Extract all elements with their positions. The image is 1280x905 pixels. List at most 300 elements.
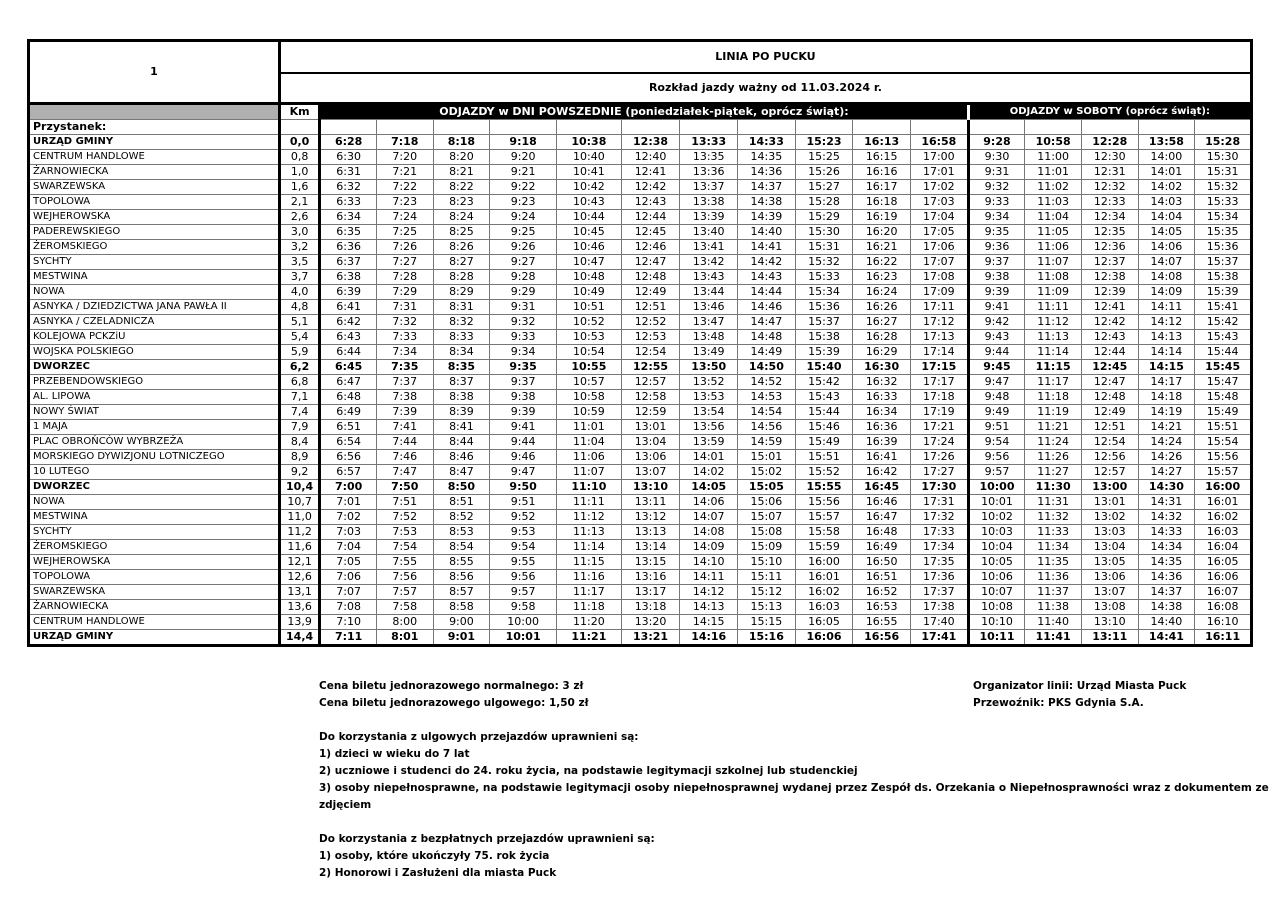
weekday-departure-time: 14:49: [738, 345, 796, 360]
km-value: 5,1: [279, 315, 319, 330]
saturday-departure-time: 14:00: [1138, 150, 1195, 165]
saturday-departure-time: 10:02: [968, 510, 1025, 525]
weekday-departure-time: 7:38: [376, 390, 433, 405]
weekday-departure-time: 10:44: [556, 210, 621, 225]
weekday-departure-time: 15:06: [738, 495, 796, 510]
km-value: 10,4: [279, 480, 319, 495]
weekday-departure-time: 16:20: [853, 225, 911, 240]
saturday-departure-time: 15:43: [1195, 330, 1252, 345]
timetable-row: [29, 240, 1252, 255]
saturday-departure-time: 14:35: [1138, 555, 1195, 570]
stop-name: CENTRUM HANDLOWE: [29, 615, 280, 630]
empty-cell: [853, 120, 911, 135]
stop-name: DWORZEC: [29, 360, 280, 375]
timetable-row: [29, 420, 1252, 435]
weekday-departure-time: 6:39: [320, 285, 377, 300]
free-item: 1) osoby, które ukończyły 75. rok życia: [319, 850, 550, 862]
weekday-departure-time: 17:13: [911, 330, 969, 345]
saturday-departure-time: 14:26: [1138, 450, 1195, 465]
saturday-departure-time: 15:48: [1195, 390, 1252, 405]
saturday-departure-time: 11:37: [1025, 585, 1082, 600]
saturday-departure-time: 10:06: [968, 570, 1025, 585]
saturday-departure-time: 11:07: [1025, 255, 1082, 270]
stop-name: ŻEROMSKIEGO: [29, 240, 280, 255]
weekday-departure-time: 14:54: [738, 405, 796, 420]
weekday-departure-time: 17:06: [911, 240, 969, 255]
weekday-departure-time: 16:53: [853, 600, 911, 615]
weekday-departure-time: 15:46: [795, 420, 853, 435]
weekday-departure-time: 10:42: [556, 180, 621, 195]
km-value: 8,9: [279, 450, 319, 465]
saturday-departure-time: 11:11: [1025, 300, 1082, 315]
weekday-departure-time: 7:41: [376, 420, 433, 435]
weekday-departure-time: 14:40: [738, 225, 796, 240]
weekday-departure-time: 7:32: [376, 315, 433, 330]
saturday-departure-time: 9:28: [968, 135, 1025, 150]
organizer-info: [973, 678, 1186, 712]
weekday-departure-time: 13:42: [680, 255, 738, 270]
weekday-departure-time: 7:31: [376, 300, 433, 315]
weekday-departure-time: 11:14: [556, 540, 621, 555]
empty-cell: [621, 120, 680, 135]
weekday-departure-time: 6:32: [320, 180, 377, 195]
weekday-departure-time: 16:01: [795, 570, 853, 585]
weekday-departure-time: 15:31: [795, 240, 853, 255]
saturday-departure-time: 16:01: [1195, 495, 1252, 510]
timetable-row: [29, 150, 1252, 165]
weekday-departure-time: 11:17: [556, 585, 621, 600]
weekday-departure-time: 15:58: [795, 525, 853, 540]
weekday-departure-time: 15:59: [795, 540, 853, 555]
weekday-departure-time: 9:21: [490, 165, 557, 180]
stop-name: CENTRUM HANDLOWE: [29, 150, 280, 165]
weekday-departure-time: 16:00: [795, 555, 853, 570]
weekday-departure-time: 17:18: [911, 390, 969, 405]
weekday-departure-time: 15:51: [795, 450, 853, 465]
weekday-departure-time: 7:25: [376, 225, 433, 240]
stop-name: MESTWINA: [29, 270, 280, 285]
weekday-departure-time: 16:56: [853, 630, 911, 646]
saturday-departure-time: 9:42: [968, 315, 1025, 330]
weekday-departure-time: 11:20: [556, 615, 621, 630]
weekday-departure-time: 12:54: [621, 345, 680, 360]
weekday-departure-time: 14:44: [738, 285, 796, 300]
weekday-departure-time: 15:27: [795, 180, 853, 195]
weekday-departure-time: 17:11: [911, 300, 969, 315]
weekday-departure-time: 8:01: [376, 630, 433, 646]
saturday-departure-time: 10:00: [968, 480, 1025, 495]
timetable-row: [29, 225, 1252, 240]
weekday-departure-time: 12:44: [621, 210, 680, 225]
weekday-departure-time: 14:35: [738, 150, 796, 165]
weekday-departure-time: 10:59: [556, 405, 621, 420]
weekday-departure-time: 13:04: [621, 435, 680, 450]
weekday-departure-time: 13:15: [621, 555, 680, 570]
saturday-departure-time: 9:56: [968, 450, 1025, 465]
saturday-departure-time: 16:03: [1195, 525, 1252, 540]
saturday-departure-time: 13:03: [1081, 525, 1138, 540]
saturday-departure-time: 11:14: [1025, 345, 1082, 360]
weekday-departure-time: 14:05: [680, 480, 738, 495]
weekday-departure-time: 13:50: [680, 360, 738, 375]
saturday-departure-time: 11:09: [1025, 285, 1082, 300]
weekday-departure-time: 7:20: [376, 150, 433, 165]
weekday-departure-time: 16:36: [853, 420, 911, 435]
saturday-departure-time: 10:03: [968, 525, 1025, 540]
weekday-departure-time: 17:34: [911, 540, 969, 555]
saturday-departure-time: 12:38: [1081, 270, 1138, 285]
timetable: [27, 39, 1253, 647]
saturday-departure-time: 10:08: [968, 600, 1025, 615]
weekday-departure-time: 13:18: [621, 600, 680, 615]
weekday-departure-time: 9:50: [490, 480, 557, 495]
weekday-departure-time: 16:50: [853, 555, 911, 570]
weekday-departure-time: 14:02: [680, 465, 738, 480]
weekday-departure-time: 16:46: [853, 495, 911, 510]
saturday-departure-time: 15:49: [1195, 405, 1252, 420]
weekday-departure-time: 15:23: [795, 135, 853, 150]
weekday-departure-time: 9:18: [490, 135, 557, 150]
weekday-departure-time: 8:27: [433, 255, 490, 270]
empty-cell: [1138, 120, 1195, 135]
empty-cell: [320, 120, 377, 135]
km-value: 6,2: [279, 360, 319, 375]
timetable-row: [29, 615, 1252, 630]
weekday-departure-time: 14:10: [680, 555, 738, 570]
saturday-departure-time: 13:11: [1081, 630, 1138, 646]
weekday-departure-time: 15:16: [738, 630, 796, 646]
weekday-departure-time: 6:38: [320, 270, 377, 285]
weekday-departure-time: 15:38: [795, 330, 853, 345]
weekday-departure-time: 6:37: [320, 255, 377, 270]
empty-cell: [490, 120, 557, 135]
timetable-row: [29, 510, 1252, 525]
weekday-departure-time: 7:26: [376, 240, 433, 255]
weekday-departure-time: 8:26: [433, 240, 490, 255]
saturday-departure-time: 11:17: [1025, 375, 1082, 390]
weekday-departure-time: 10:00: [490, 615, 557, 630]
weekday-departure-time: 14:11: [680, 570, 738, 585]
saturday-departure-time: 9:45: [968, 360, 1025, 375]
km-value: 5,9: [279, 345, 319, 360]
saturday-departure-time: 11:33: [1025, 525, 1082, 540]
weekday-departure-time: 17:04: [911, 210, 969, 225]
saturday-departure-time: 14:12: [1138, 315, 1195, 330]
weekday-departure-time: 13:35: [680, 150, 738, 165]
weekday-departure-time: 8:38: [433, 390, 490, 405]
weekday-departure-time: 8:56: [433, 570, 490, 585]
stop-name: KOLEJOWA PCKZiU: [29, 330, 280, 345]
weekday-departure-time: 7:27: [376, 255, 433, 270]
saturday-departure-time: 14:04: [1138, 210, 1195, 225]
weekday-departure-time: 13:39: [680, 210, 738, 225]
saturday-departure-time: 16:08: [1195, 600, 1252, 615]
weekday-departure-time: 9:29: [490, 285, 557, 300]
saturday-departures-header: ODJAZDY w SOBOTY (oprócz świąt):: [968, 104, 1251, 120]
saturday-departure-time: 10:07: [968, 585, 1025, 600]
weekday-departure-time: 8:34: [433, 345, 490, 360]
weekday-departure-time: 17:27: [911, 465, 969, 480]
weekday-departure-time: 9:38: [490, 390, 557, 405]
weekday-departure-time: 12:57: [621, 375, 680, 390]
weekday-departure-time: 14:36: [738, 165, 796, 180]
weekday-departure-time: 16:33: [853, 390, 911, 405]
weekday-departure-time: 7:08: [320, 600, 377, 615]
weekday-departure-time: 10:55: [556, 360, 621, 375]
weekday-departure-time: 8:57: [433, 585, 490, 600]
stop-name: SWARZEWSKA: [29, 180, 280, 195]
saturday-departure-time: 11:01: [1025, 165, 1082, 180]
weekday-departure-time: 6:56: [320, 450, 377, 465]
km-value: 11,2: [279, 525, 319, 540]
weekday-departure-time: 15:10: [738, 555, 796, 570]
km-value: 12,6: [279, 570, 319, 585]
stop-name: DWORZEC: [29, 480, 280, 495]
saturday-departure-time: 9:37: [968, 255, 1025, 270]
saturday-departure-time: 12:30: [1081, 150, 1138, 165]
timetable-row: [29, 390, 1252, 405]
weekday-departure-time: 9:55: [490, 555, 557, 570]
saturday-departure-time: 11:35: [1025, 555, 1082, 570]
weekday-departure-time: 10:41: [556, 165, 621, 180]
saturday-departure-time: 14:36: [1138, 570, 1195, 585]
weekday-departure-time: 15:07: [738, 510, 796, 525]
weekday-departure-time: 16:34: [853, 405, 911, 420]
km-value: 1,0: [279, 165, 319, 180]
saturday-departure-time: 16:10: [1195, 615, 1252, 630]
weekday-departure-time: 14:46: [738, 300, 796, 315]
weekday-departure-time: 7:50: [376, 480, 433, 495]
weekday-departure-time: 13:07: [621, 465, 680, 480]
saturday-departure-time: 12:34: [1081, 210, 1138, 225]
weekday-departures-header: ODJAZDY w DNI POWSZEDNIE (poniedziałek-piątek, oprócz świąt):: [320, 104, 968, 120]
weekday-departure-time: 8:33: [433, 330, 490, 345]
weekday-departure-time: 15:36: [795, 300, 853, 315]
weekday-departure-time: 13:54: [680, 405, 738, 420]
weekday-departure-time: 15:32: [795, 255, 853, 270]
saturday-departure-time: 11:32: [1025, 510, 1082, 525]
stop-name: TOPOLOWA: [29, 195, 280, 210]
weekday-departure-time: 13:13: [621, 525, 680, 540]
weekday-departure-time: 12:43: [621, 195, 680, 210]
weekday-departure-time: 17:37: [911, 585, 969, 600]
weekday-departure-time: 12:46: [621, 240, 680, 255]
weekday-departure-time: 16:48: [853, 525, 911, 540]
stop-name: WOJSKA POLSKIEGO: [29, 345, 280, 360]
timetable-row: [29, 465, 1252, 480]
weekday-departure-time: 15:11: [738, 570, 796, 585]
weekday-departure-time: 17:21: [911, 420, 969, 435]
weekday-departure-time: 16:18: [853, 195, 911, 210]
weekday-departure-time: 16:55: [853, 615, 911, 630]
saturday-departure-time: 10:04: [968, 540, 1025, 555]
weekday-departure-time: 10:01: [490, 630, 557, 646]
weekday-departure-time: 7:35: [376, 360, 433, 375]
saturday-departure-time: 9:33: [968, 195, 1025, 210]
weekday-departure-time: 9:26: [490, 240, 557, 255]
saturday-departure-time: 13:08: [1081, 600, 1138, 615]
saturday-departure-time: 11:13: [1025, 330, 1082, 345]
weekday-departure-time: 9:22: [490, 180, 557, 195]
weekday-departure-time: 8:00: [376, 615, 433, 630]
saturday-departure-time: 12:45: [1081, 360, 1138, 375]
weekday-departure-time: 10:46: [556, 240, 621, 255]
weekday-departure-time: 15:12: [738, 585, 796, 600]
weekday-departure-time: 7:44: [376, 435, 433, 450]
weekday-departure-time: 11:18: [556, 600, 621, 615]
weekday-departure-time: 7:02: [320, 510, 377, 525]
saturday-departure-time: 9:47: [968, 375, 1025, 390]
saturday-departure-time: 16:07: [1195, 585, 1252, 600]
km-value: 3,7: [279, 270, 319, 285]
weekday-departure-time: 14:16: [680, 630, 738, 646]
weekday-departure-time: 8:23: [433, 195, 490, 210]
validity-subtitle: Rozkład jazdy ważny od 11.03.2024 r.: [279, 73, 1251, 104]
weekday-departure-time: 13:59: [680, 435, 738, 450]
line-number: 1: [29, 41, 280, 104]
timetable-row: [29, 540, 1252, 555]
saturday-departure-time: 12:41: [1081, 300, 1138, 315]
weekday-departure-time: 9:23: [490, 195, 557, 210]
weekday-departure-time: 9:53: [490, 525, 557, 540]
weekday-departure-time: 16:26: [853, 300, 911, 315]
weekday-departure-time: 13:56: [680, 420, 738, 435]
km-value: 6,8: [279, 375, 319, 390]
weekday-departure-time: 15:56: [795, 495, 853, 510]
stop-name: PRZEBENDOWSKIEGO: [29, 375, 280, 390]
weekday-departure-time: 7:07: [320, 585, 377, 600]
weekday-departure-time: 16:41: [853, 450, 911, 465]
saturday-departure-time: 10:01: [968, 495, 1025, 510]
saturday-departure-time: 14:13: [1138, 330, 1195, 345]
weekday-departure-time: 16:28: [853, 330, 911, 345]
weekday-departure-time: 13:17: [621, 585, 680, 600]
saturday-departure-time: 15:39: [1195, 285, 1252, 300]
weekday-departure-time: 15:55: [795, 480, 853, 495]
weekday-departure-time: 10:49: [556, 285, 621, 300]
weekday-departure-time: 13:37: [680, 180, 738, 195]
weekday-departure-time: 7:28: [376, 270, 433, 285]
weekday-departure-time: 9:47: [490, 465, 557, 480]
weekday-departure-time: 11:15: [556, 555, 621, 570]
weekday-departure-time: 8:28: [433, 270, 490, 285]
weekday-departure-time: 11:04: [556, 435, 621, 450]
weekday-departure-time: 15:40: [795, 360, 853, 375]
weekday-departure-time: 15:49: [795, 435, 853, 450]
weekday-departure-time: 8:54: [433, 540, 490, 555]
saturday-departure-time: 15:36: [1195, 240, 1252, 255]
weekday-departure-time: 16:24: [853, 285, 911, 300]
weekday-departure-time: 7:33: [376, 330, 433, 345]
weekday-departure-time: 17:03: [911, 195, 969, 210]
weekday-departure-time: 7:06: [320, 570, 377, 585]
weekday-departure-time: 14:15: [680, 615, 738, 630]
timetable-row: [29, 270, 1252, 285]
empty-cell: [738, 120, 796, 135]
empty-cell: [376, 120, 433, 135]
weekday-departure-time: 8:52: [433, 510, 490, 525]
weekday-departure-time: 6:33: [320, 195, 377, 210]
weekday-departure-time: 16:27: [853, 315, 911, 330]
saturday-departure-time: 12:35: [1081, 225, 1138, 240]
weekday-departure-time: 7:23: [376, 195, 433, 210]
saturday-departure-time: 12:37: [1081, 255, 1138, 270]
weekday-departure-time: 6:42: [320, 315, 377, 330]
weekday-departure-time: 10:38: [556, 135, 621, 150]
saturday-departure-time: 14:27: [1138, 465, 1195, 480]
weekday-departure-time: 7:22: [376, 180, 433, 195]
stop-name: AL. LIPOWA: [29, 390, 280, 405]
weekday-departure-time: 6:51: [320, 420, 377, 435]
weekday-departure-time: 8:21: [433, 165, 490, 180]
weekday-departure-time: 17:05: [911, 225, 969, 240]
weekday-departure-time: 7:04: [320, 540, 377, 555]
organizer: Organizator linii: Urząd Miasta Puck: [973, 680, 1187, 692]
weekday-departure-time: 13:48: [680, 330, 738, 345]
saturday-departure-time: 11:19: [1025, 405, 1082, 420]
saturday-departure-time: 11:08: [1025, 270, 1082, 285]
saturday-departure-time: 11:40: [1025, 615, 1082, 630]
weekday-departure-time: 6:31: [320, 165, 377, 180]
weekday-departure-time: 7:00: [320, 480, 377, 495]
saturday-departure-time: 14:08: [1138, 270, 1195, 285]
saturday-departure-time: 15:34: [1195, 210, 1252, 225]
weekday-departure-time: 8:31: [433, 300, 490, 315]
weekday-departure-time: 12:49: [621, 285, 680, 300]
weekday-departure-time: 8:37: [433, 375, 490, 390]
saturday-departure-time: 12:36: [1081, 240, 1138, 255]
weekday-departure-time: 11:01: [556, 420, 621, 435]
weekday-departure-time: 16:19: [853, 210, 911, 225]
saturday-departure-time: 11:24: [1025, 435, 1082, 450]
price-normal: Cena biletu jednorazowego normalnego: 3 zł: [319, 680, 584, 692]
weekday-departure-time: 7:05: [320, 555, 377, 570]
saturday-departure-time: 14:21: [1138, 420, 1195, 435]
saturday-departure-time: 15:45: [1195, 360, 1252, 375]
saturday-departure-time: 11:36: [1025, 570, 1082, 585]
saturday-departure-time: 16:11: [1195, 630, 1252, 646]
weekday-departure-time: 7:29: [376, 285, 433, 300]
saturday-departure-time: 13:10: [1081, 615, 1138, 630]
stop-name: ASNYKA / DZIEDZICTWA JANA PAWŁA II: [29, 300, 280, 315]
weekday-departure-time: 7:51: [376, 495, 433, 510]
weekday-departure-time: 13:49: [680, 345, 738, 360]
weekday-departure-time: 13:52: [680, 375, 738, 390]
timetable-row: [29, 165, 1252, 180]
timetable-row: [29, 435, 1252, 450]
saturday-departure-time: 10:05: [968, 555, 1025, 570]
stop-name: ŻARNOWIECKA: [29, 600, 280, 615]
page-title: LINIA PO PUCKU: [279, 41, 1251, 74]
weekday-departure-time: 15:30: [795, 225, 853, 240]
stop-column-header: Przystanek:: [29, 120, 280, 135]
weekday-departure-time: 14:39: [738, 210, 796, 225]
weekday-departure-time: 7:47: [376, 465, 433, 480]
weekday-departure-time: 8:44: [433, 435, 490, 450]
saturday-departure-time: 11:03: [1025, 195, 1082, 210]
weekday-departure-time: 13:44: [680, 285, 738, 300]
saturday-departure-time: 14:41: [1138, 630, 1195, 646]
timetable-row: [29, 285, 1252, 300]
weekday-departure-time: 6:49: [320, 405, 377, 420]
weekday-departure-time: 13:40: [680, 225, 738, 240]
weekday-departure-time: 16:15: [853, 150, 911, 165]
stop-name: SYCHTY: [29, 255, 280, 270]
weekday-departure-time: 9:46: [490, 450, 557, 465]
weekday-departure-time: 16:05: [795, 615, 853, 630]
stop-name: MESTWINA: [29, 510, 280, 525]
saturday-departure-time: 15:42: [1195, 315, 1252, 330]
